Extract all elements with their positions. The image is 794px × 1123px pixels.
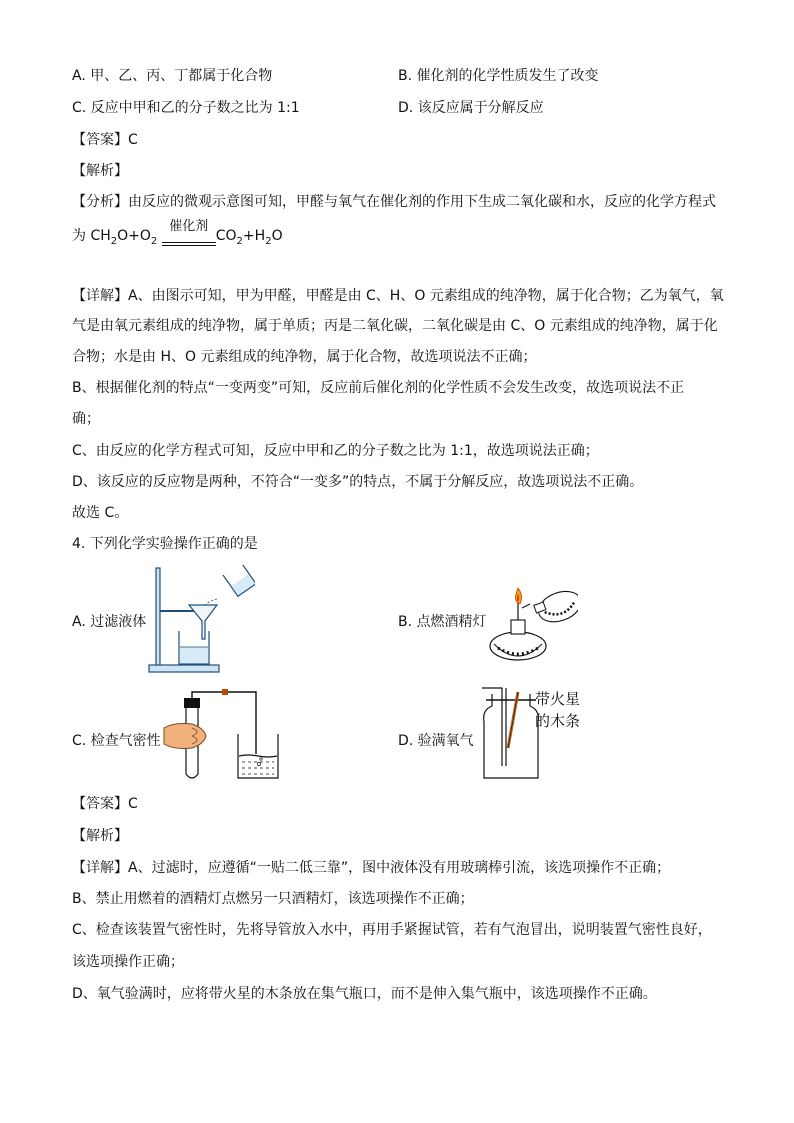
q3-detail-line: 合物；水是由 H、O 元素组成的纯净物，属于化合物，故选项说法不正确；: [72, 349, 537, 365]
eq-right-co: CO: [215, 228, 237, 244]
q3-option-b: B. 催化剂的化学性质发生了改变: [398, 68, 599, 84]
eq-left: O+O: [117, 228, 151, 244]
q3-answer: 【答案】C: [72, 132, 138, 148]
q3-detail-line: 气是由氧元素组成的纯净物，属于单质；丙是二氧化碳，二氧化碳是由 C、O 元素组成的纯净物，属于化: [72, 318, 718, 334]
q4-option-b: B. 点燃酒精灯: [398, 614, 487, 630]
q3-detail-line: D、该反应的反应物是两种，不符合“一变多”的特点，不属于分解反应，故选项说法不正确。: [72, 474, 644, 490]
q4-analysis-label: 【解析】: [72, 828, 128, 844]
eq-right-o: O: [271, 228, 283, 244]
stick-label-line1: 带火星: [535, 690, 581, 708]
alcohol-lamp-figure: [478, 578, 578, 668]
q4-detail-line: D、氧气验满时，应将带火星的木条放在集气瓶口，而不是伸入集气瓶中，该选项操作不正确。: [72, 986, 657, 1002]
q4-answer: 【答案】C: [72, 796, 138, 812]
airtightness-check-figure: [162, 688, 282, 784]
eq-catalyst-label: 催化剂: [169, 219, 209, 234]
stick-label-line2: 的木条: [535, 712, 581, 730]
q3-option-a: A. 甲、乙、丙、丁都属于化合物: [72, 68, 273, 84]
q3-detail-line: 【详解】A、由图示可知，甲为甲醛，甲醛是由 C、H、O 元素组成的纯净物，属于化合物；乙为氧气，氧: [72, 288, 724, 304]
eq-right-h: +H: [242, 228, 266, 244]
q3-equation: [72, 219, 283, 247]
eq-sub: 2: [236, 235, 243, 247]
q3-option-d: D. 该反应属于分解反应: [398, 100, 544, 116]
q4-option-a: A. 过滤液体: [72, 614, 147, 630]
eq-sub: 2: [150, 235, 158, 247]
eq-sub: 2: [265, 235, 272, 247]
q3-detail-line: C、由反应的化学方程式可知，反应中甲和乙的分子数之比为 1:1，故选项说法正确；: [72, 443, 599, 459]
filtration-apparatus-figure: [145, 565, 255, 675]
q4-detail-line: 该选项操作正确；: [72, 954, 184, 970]
q3-option-c: C. 反应中甲和乙的分子数之比为 1:1: [72, 100, 300, 116]
q3-detail-line: 故选 C。: [72, 505, 129, 521]
eq-sub: 2: [110, 235, 118, 247]
eq-catalyst-arrow: [162, 219, 216, 246]
q4-detail-line: B、禁止用燃着的酒精灯点燃另一只酒精灯，该选项操作不正确；: [72, 891, 474, 907]
eq-double-line: [162, 242, 216, 246]
q3-fenxi: 【分析】由反应的微观示意图可知，甲醛与氧气在催化剂的作用下生成二氧化碳和水，反应的化学方程式: [72, 194, 716, 210]
q4-option-c: C. 检查气密性: [72, 733, 161, 749]
q4-detail-line: 【详解】A、过滤时，应遵循“一贴二低三靠”，图中液体没有用玻璃棒引流，该选项操作不正确；: [72, 860, 671, 876]
q4-detail-line: C、检查该装置气密性时，先将导管放入水中，再用手紧握试管，若有气泡冒出，说明装置气密性良好，: [72, 922, 712, 938]
q3-detail-line: B、根据催化剂的特点“一变两变”可知，反应前后催化剂的化学性质不会发生改变，故选项说法不正: [72, 380, 685, 396]
q3-detail-line: 确；: [72, 411, 100, 427]
q4-option-d: D. 验满氧气: [398, 733, 474, 749]
q4-stem: 4. 下列化学实验操作正确的是: [72, 536, 258, 552]
eq-prefix: 为 CH: [72, 228, 111, 244]
q3-analysis-label: 【解析】: [72, 163, 128, 179]
